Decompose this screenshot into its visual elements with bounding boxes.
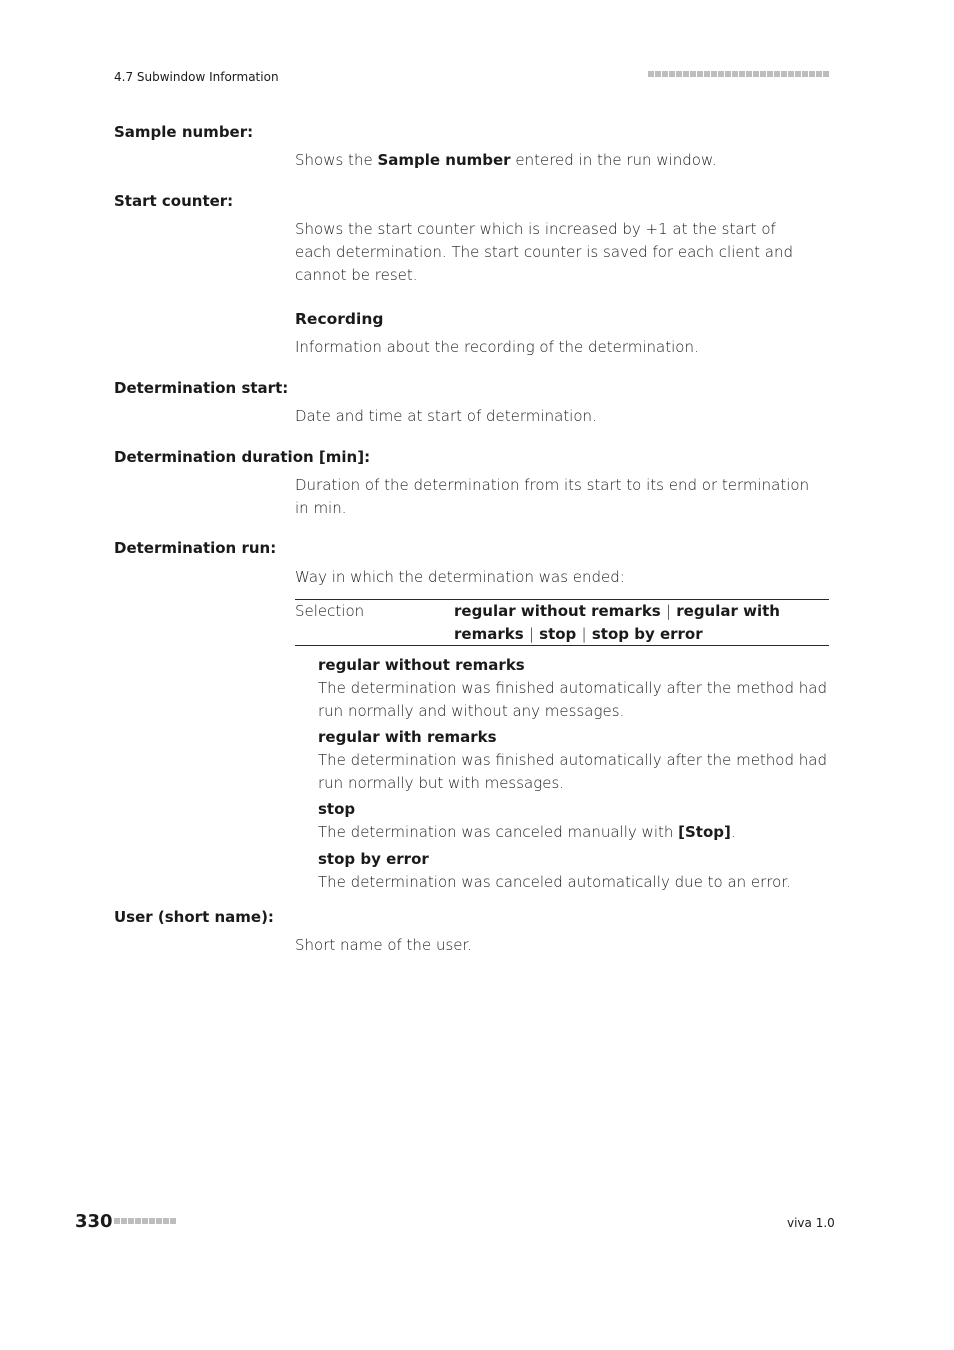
term-start-counter: Start counter: xyxy=(114,192,234,210)
term-determination-start: Determination start: xyxy=(114,379,289,397)
desc-start-counter: Shows the start counter which is increased by +1 at the start of each determination. The start counter is saved for each client and cannot be reset. xyxy=(295,220,793,284)
detail-regular-without-remarks: regular without remarks The determination was finished automatically after the method had run normally and without any messages. xyxy=(318,656,827,720)
detail-regular-with-remarks: regular with remarks The determination was finished automatically after the method had run normally but with messages. xyxy=(318,728,827,792)
detail-stop-by-error: stop by error The determination was canceled automatically due to an error. xyxy=(318,850,791,891)
section-header: 4.7 Subwindow Information xyxy=(114,70,279,84)
recording-heading: Recording xyxy=(295,310,384,328)
selection-table xyxy=(295,599,829,646)
desc-determination-start: Date and time at start of determination. xyxy=(295,407,597,425)
detail-stop: stop The determination was canceled manually with [Stop]. xyxy=(318,800,736,841)
product-version: viva 1.0 xyxy=(787,1216,835,1230)
recording-desc: Information about the recording of the determination. xyxy=(295,338,699,356)
option-regular-without-remarks: regular without remarks xyxy=(454,602,661,620)
header-decoration xyxy=(648,71,830,90)
footer-decoration xyxy=(114,1218,177,1237)
term-sample-number: Sample number: xyxy=(114,123,254,141)
option-stop-by-error: stop by error xyxy=(591,625,703,643)
page-number: 330 xyxy=(75,1211,113,1232)
desc-determination-duration: Duration of the determination from its start to its end or termination in min. xyxy=(295,476,810,517)
desc-sample-number: Shows the Sample number entered in the run window. xyxy=(295,151,717,169)
option-stop: stop xyxy=(539,625,577,643)
option-regular-with-remarks: regular with remarks xyxy=(454,602,780,643)
term-determination-run: Determination run: xyxy=(114,539,277,557)
desc-user-short-name: Short name of the user. xyxy=(295,936,473,954)
selection-values: regular without remarks | regular with remarks | stop | stop by error xyxy=(454,602,780,643)
term-determination-duration: Determination duration [min]: xyxy=(114,448,371,466)
selection-label: Selection xyxy=(295,602,365,620)
desc-determination-run: Way in which the determination was ended: xyxy=(295,568,625,586)
term-user-short-name: User (short name): xyxy=(114,908,274,926)
